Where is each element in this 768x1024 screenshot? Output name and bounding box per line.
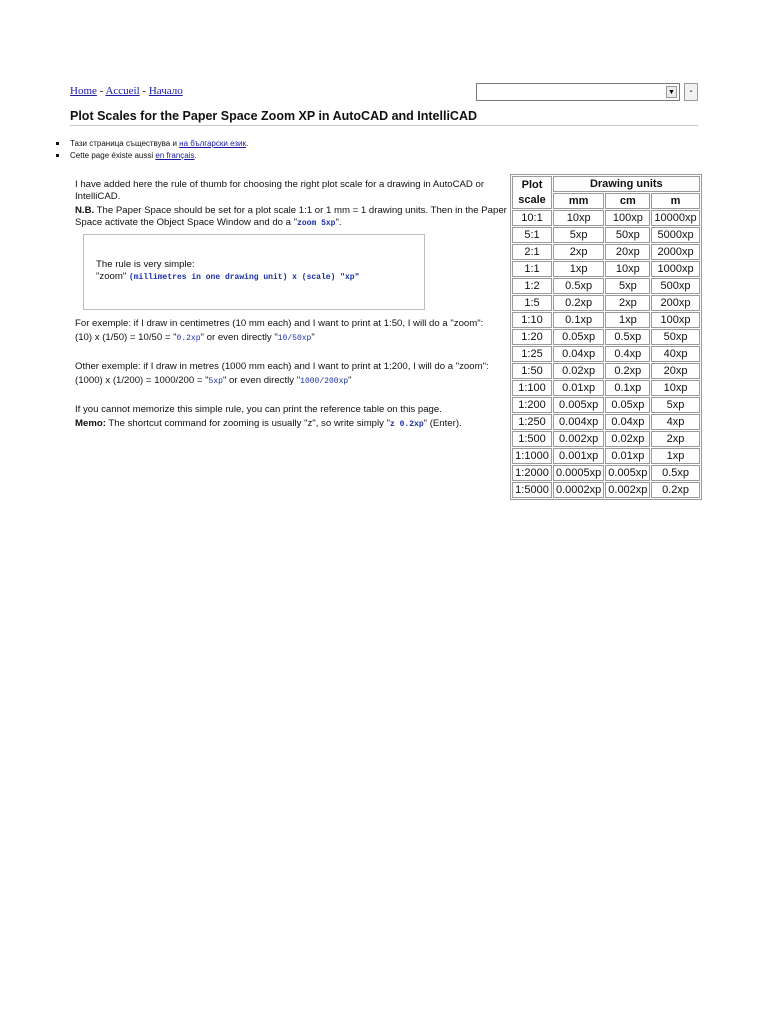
- memo-intro: If you cannot memorize this simple rule, you can print the reference table on this page.: [75, 404, 442, 415]
- example1-code: 0.2xp: [176, 334, 201, 343]
- cell-cm: 0.5xp: [605, 329, 650, 345]
- breadcrumb-separator: -: [96, 85, 106, 97]
- table-row: [512, 414, 700, 430]
- memo-label: Memo:: [75, 418, 106, 429]
- cell-cm: 0.04xp: [605, 414, 650, 430]
- rule-formula-line: [96, 271, 424, 284]
- memo-code: z 0.2xp: [390, 420, 424, 429]
- breadcrumb: [70, 85, 183, 97]
- main-content: [75, 179, 508, 433]
- plot-scale-table: [510, 174, 702, 500]
- nb-end: ".: [335, 217, 342, 228]
- header-m: m: [651, 193, 699, 209]
- cell-cm: 100xp: [605, 210, 650, 226]
- cell-m: 1xp: [651, 448, 699, 464]
- cell-m: 5000xp: [651, 227, 699, 243]
- example2-text: Other exemple: if I draw in metres (1000 mm each) and I want to print at 1:200, I will do a "zoom":: [75, 361, 489, 372]
- cell-m: 10000xp: [651, 210, 699, 226]
- cell-cm: 10xp: [605, 261, 650, 277]
- table-row: [512, 312, 700, 328]
- cell-plot-scale: 5:1: [512, 227, 552, 243]
- zoom-command-code: zoom 5xp: [297, 219, 336, 228]
- cell-cm: 0.01xp: [605, 448, 650, 464]
- cell-plot-scale: 1:100: [512, 380, 552, 396]
- cell-m: 100xp: [651, 312, 699, 328]
- example1-calc-mid: " or even directly ": [200, 332, 278, 343]
- example2-code: 5xp: [208, 377, 223, 386]
- header-cm: cm: [605, 193, 650, 209]
- cell-m: 500xp: [651, 278, 699, 294]
- spacer: [75, 347, 508, 361]
- rule-box: [83, 234, 425, 310]
- cell-mm: 1xp: [553, 261, 604, 277]
- list-item-french: [56, 150, 248, 162]
- nb-label: N.B.: [75, 205, 95, 216]
- cell-cm: 5xp: [605, 278, 650, 294]
- french-link[interactable]: en français: [155, 151, 195, 160]
- bulgarian-text: Тази страница съществува и: [70, 139, 180, 148]
- cell-plot-scale: 2:1: [512, 244, 552, 260]
- cell-cm: 0.2xp: [605, 363, 650, 379]
- cell-mm: 0.01xp: [553, 380, 604, 396]
- cell-mm: 0.0002xp: [553, 482, 604, 498]
- cell-mm: 0.5xp: [553, 278, 604, 294]
- cell-m: 0.2xp: [651, 482, 699, 498]
- table-row: [512, 397, 700, 413]
- cell-mm: 10xp: [553, 210, 604, 226]
- cell-m: 20xp: [651, 363, 699, 379]
- table-row: [512, 346, 700, 362]
- bulgarian-link[interactable]: на български език: [179, 139, 246, 148]
- table-row: [512, 261, 700, 277]
- example1-text: For exemple: if I draw in centimetres (10 mm each) and I want to print at 1:50, I will do a "zoom":: [75, 318, 484, 329]
- intro-paragraph: I have added here the rule of thumb for choosing the right plot scale for a drawing in AutoCAD or IntelliCAD.: [75, 179, 485, 202]
- table-row: [512, 363, 700, 379]
- nb-paragraph: [75, 205, 508, 230]
- cell-plot-scale: 1:500: [512, 431, 552, 447]
- rule-formula: (millimetres in one drawing unit) x (scale) "xp": [128, 273, 360, 282]
- cell-plot-scale: 1:25: [512, 346, 552, 362]
- cell-m: 0.5xp: [651, 465, 699, 481]
- example2-calc: [75, 375, 508, 388]
- spacer: [75, 390, 508, 404]
- cell-cm: 0.1xp: [605, 380, 650, 396]
- memo-end: " (Enter).: [423, 418, 462, 429]
- example1-calc-end: ": [311, 332, 315, 343]
- example1-code-direct: 10/50xp: [277, 334, 312, 343]
- table-row: [512, 329, 700, 345]
- table-row: [512, 448, 700, 464]
- cell-plot-scale: 1:5000: [512, 482, 552, 498]
- table-row: [512, 465, 700, 481]
- page-title: Plot Scales for the Paper Space Zoom XP in AutoCAD and IntelliCAD: [70, 109, 478, 123]
- cell-m: 4xp: [651, 414, 699, 430]
- rule-intro: The rule is very simple:: [96, 259, 195, 270]
- breadcrumb-separator: -: [139, 85, 149, 97]
- cell-plot-scale: 1:2000: [512, 465, 552, 481]
- cell-m: 50xp: [651, 329, 699, 345]
- memo-text: The shortcut command for zooming is usually "z", so write simply ": [105, 418, 391, 429]
- example1-calc: [75, 332, 508, 345]
- table-row: [512, 482, 700, 498]
- cell-m: 10xp: [651, 380, 699, 396]
- table-header-row: [512, 176, 700, 192]
- cell-mm: 0.02xp: [553, 363, 604, 379]
- example2-calc-mid: " or even directly ": [222, 375, 301, 386]
- cell-cm: 0.4xp: [605, 346, 650, 362]
- cell-m: 40xp: [651, 346, 699, 362]
- title-divider: [70, 125, 698, 126]
- example2-calc-end: ": [348, 375, 352, 386]
- breadcrumb-home-link[interactable]: Home: [70, 85, 97, 97]
- cell-cm: 1xp: [605, 312, 650, 328]
- cell-m: 5xp: [651, 397, 699, 413]
- minus-button[interactable]: -: [684, 83, 698, 101]
- cell-cm: 0.005xp: [605, 465, 650, 481]
- example1-calc-pre: (10) x (1/50) = 10/50 = ": [75, 332, 177, 343]
- header-drawing-units: Drawing units: [553, 176, 700, 192]
- cell-plot-scale: 1:10: [512, 312, 552, 328]
- cell-cm: 0.002xp: [605, 482, 650, 498]
- cell-cm: 2xp: [605, 295, 650, 311]
- cell-plot-scale: 1:50: [512, 363, 552, 379]
- list-item-bulgarian: [56, 138, 248, 150]
- table-row: [512, 295, 700, 311]
- french-text: Cette page éxiste aussi: [70, 151, 156, 160]
- table-row: [512, 210, 700, 226]
- cell-mm: 0.05xp: [553, 329, 604, 345]
- table-row: [512, 244, 700, 260]
- cell-cm: 50xp: [605, 227, 650, 243]
- breadcrumb-nachalo-link[interactable]: Начало: [148, 85, 183, 97]
- cell-mm: 0.005xp: [553, 397, 604, 413]
- cell-plot-scale: 10:1: [512, 210, 552, 226]
- cell-cm: 0.05xp: [605, 397, 650, 413]
- table-row: [512, 431, 700, 447]
- cell-mm: 5xp: [553, 227, 604, 243]
- cell-mm: 0.004xp: [553, 414, 604, 430]
- cell-plot-scale: 1:20: [512, 329, 552, 345]
- cell-plot-scale: 1:1000: [512, 448, 552, 464]
- table-row: [512, 227, 700, 243]
- rule-zoom-label: "zoom": [96, 271, 129, 282]
- nb-text: The Paper Space should be set for a plot scale 1:1 or 1 mm = 1 drawing units. Then in the Paper Space activate the Object Space Window and do a ": [75, 205, 507, 228]
- example2-calc-pre: (1000) x (1/200) = 1000/200 = ": [75, 375, 209, 386]
- bulgarian-end: .: [245, 139, 249, 148]
- cell-plot-scale: 1:2: [512, 278, 552, 294]
- header-mm: mm: [553, 193, 604, 209]
- cell-mm: 2xp: [553, 244, 604, 260]
- cell-plot-scale: 1:250: [512, 414, 552, 430]
- cell-plot-scale: 1:200: [512, 397, 552, 413]
- cell-mm: 0.0005xp: [553, 465, 604, 481]
- cell-mm: 0.2xp: [553, 295, 604, 311]
- cell-mm: 0.002xp: [553, 431, 604, 447]
- table-row: [512, 278, 700, 294]
- breadcrumb-accueil-link[interactable]: Accueil: [105, 85, 140, 97]
- cell-m: 2000xp: [651, 244, 699, 260]
- cell-plot-scale: 1:1: [512, 261, 552, 277]
- page-select-dropdown[interactable]: [476, 83, 680, 101]
- cell-cm: 20xp: [605, 244, 650, 260]
- cell-m: 1000xp: [651, 261, 699, 277]
- cell-mm: 0.1xp: [553, 312, 604, 328]
- memo-paragraph: [75, 418, 508, 431]
- header-plot-scale: Plot scale: [512, 176, 552, 209]
- cell-cm: 0.02xp: [605, 431, 650, 447]
- cell-m: 200xp: [651, 295, 699, 311]
- cell-plot-scale: 1:5: [512, 295, 552, 311]
- cell-mm: 0.001xp: [553, 448, 604, 464]
- cell-m: 2xp: [651, 431, 699, 447]
- language-list: [56, 138, 248, 162]
- example2-code-direct: 1000/200xp: [300, 377, 349, 386]
- french-end: .: [194, 151, 197, 160]
- chevron-down-icon[interactable]: ▼: [666, 86, 677, 98]
- cell-mm: 0.04xp: [553, 346, 604, 362]
- table-row: [512, 380, 700, 396]
